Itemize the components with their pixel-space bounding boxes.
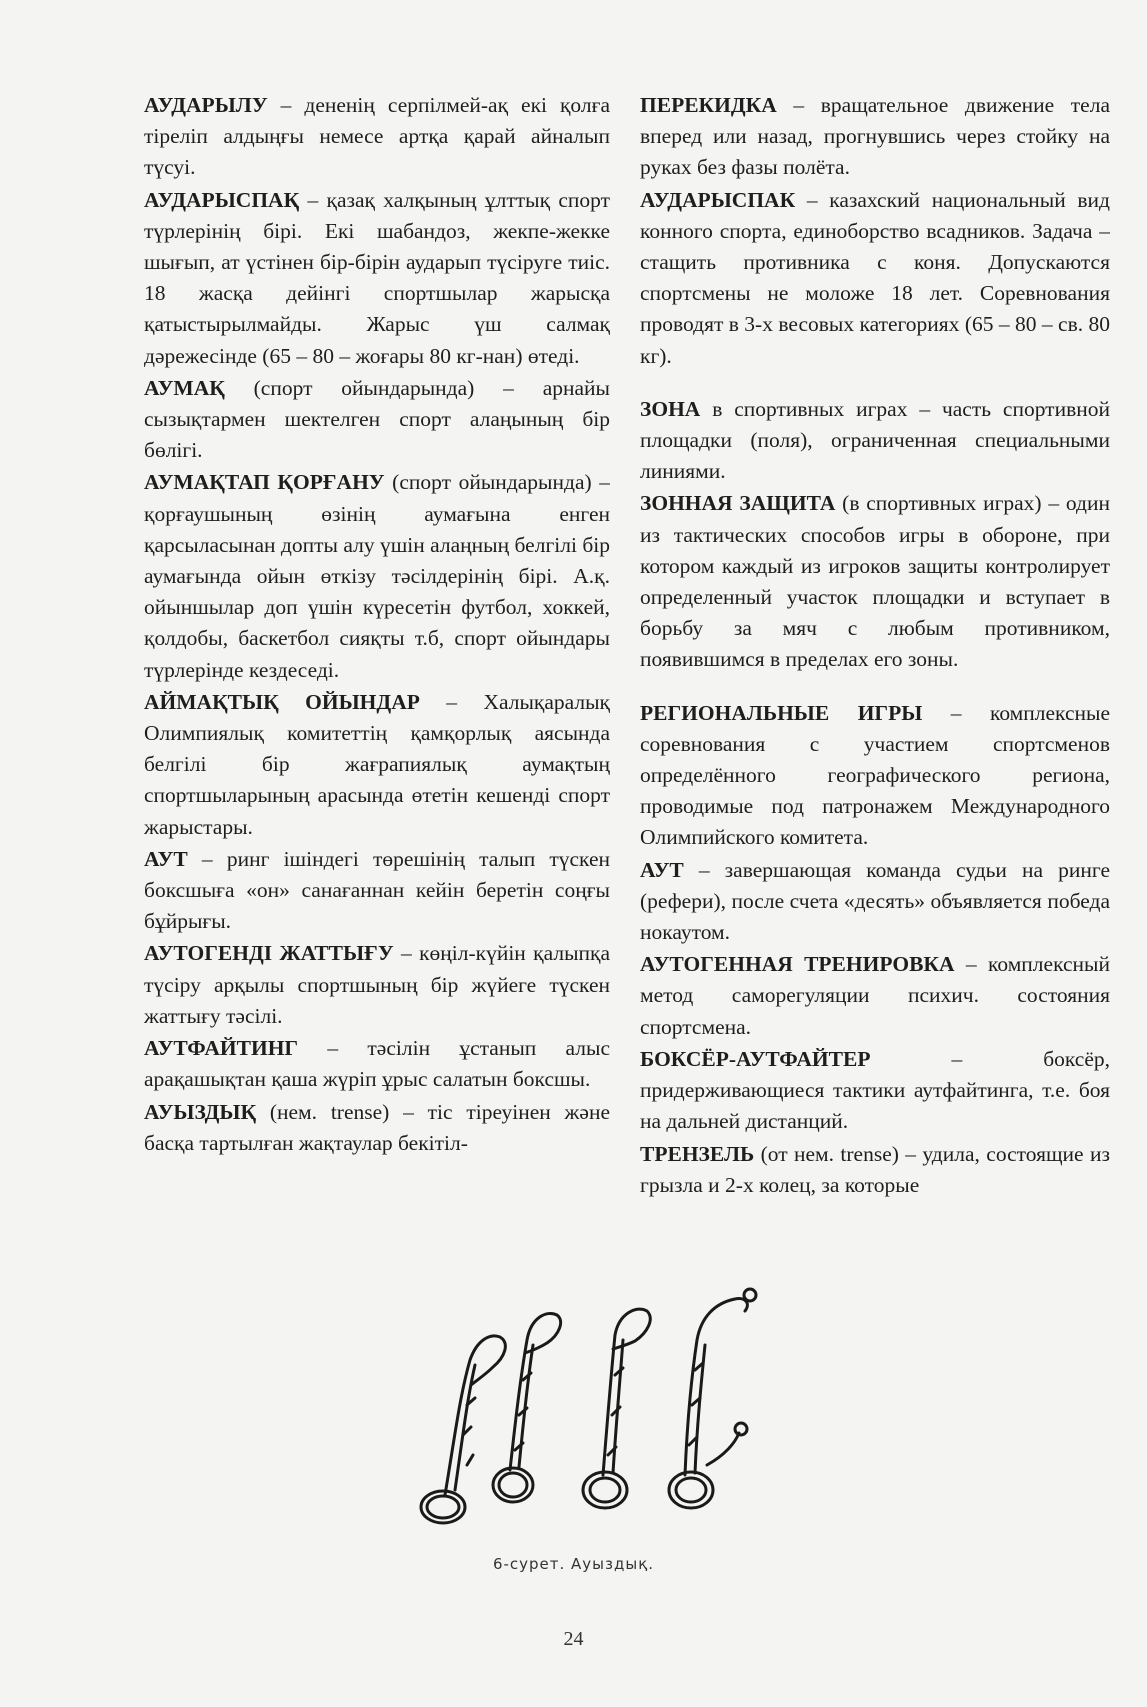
entry-definition: – комплексные соревнования с участием спортсменов определённого географического региона, проводимые под патронажем Международного Олимпийского комитета. xyxy=(640,700,1110,850)
entry-term: АУЫЗДЫҚ xyxy=(144,1099,257,1124)
entry-definition: (спорт ойындарында) – арнайы сызықтармен шектелген спорт алаңының бір бөлігі. xyxy=(144,375,610,463)
dictionary-entry xyxy=(640,185,1110,372)
snaffle-bits-illustration xyxy=(415,1285,835,1545)
entry-term: ПЕРЕКИДКА xyxy=(640,93,777,117)
dictionary-entry xyxy=(144,185,610,372)
entry-definition: – завершающая команда судьи на ринге (рефери), после счета «десять» объявляется победа нокаутом. xyxy=(640,857,1110,945)
dictionary-entry xyxy=(640,1044,1110,1138)
entry-definition: – казахский национальный вид конного спорта, единоборство всадников. Задача – стащить противника с коня. Допускаются спортсмены не моложе 18 лет. Соревнования проводят в 3-х весовых категориях (65 – 80 – св. 80 кг). xyxy=(640,187,1110,368)
dictionary-entry xyxy=(640,90,1110,184)
entry-definition: – вращательное движение тела вперед или назад, прогнувшись через стойку на руках без фазы полёта. xyxy=(640,93,1110,180)
entry-term: ЗОНА xyxy=(640,396,701,421)
left-column-kazakh xyxy=(144,90,610,1250)
entry-definition: – қазақ халқының ұлттық спорт түрлерінің бірі. Екі шабандоз, жекпе-жекке шығып, ат үстінен бір-бірін аударып түсіруге тиіс. 18 жасқа дейінгі спортшылар жарысқа қатыстырылмайды. Жарыс үш салмақ дәрежесінде (65 – 80 – жоғары 80 кг-нан) өтеді. xyxy=(144,187,610,368)
entry-definition: – комплексный метод саморегуляции психич. состояния спортсмена. xyxy=(640,952,1110,1039)
entry-definition: – тәсілін ұстанып алыс арақашықтан қаша жүріп ұрыс салатын боксшы. xyxy=(144,1036,610,1092)
entry-definition: (в спортивных играх) – один из тактических способов игры в обороне, при котором каждый из игроков защиты контролирует определенный участок площадки и вступает в борьбу за мяч с любым противником, появившимся в пределах его зоны. xyxy=(640,491,1110,672)
right-column-russian xyxy=(640,90,1110,1250)
dictionary-entry xyxy=(640,394,1110,488)
dictionary-entry xyxy=(640,855,1110,949)
entry-term: АУМАҚ xyxy=(144,375,225,400)
figure-caption: 6-сурет. Ауыздық. xyxy=(492,1555,655,1573)
dictionary-entry xyxy=(144,1097,610,1159)
snaffle-bit-4 xyxy=(669,1289,756,1508)
dictionary-entry xyxy=(640,1139,1110,1201)
entry-term: РЕГИОНАЛЬНЫЕ ИГРЫ xyxy=(640,700,923,725)
entry-term: АУМАҚТАП ҚОРҒАНУ xyxy=(144,470,385,495)
entry-term: БОКСЁР-АУТФАЙТЕР xyxy=(640,1046,871,1071)
dictionary-entry xyxy=(640,698,1110,854)
entry-definition: – көңіл-күйін қалыпқа түсіру арқылы спортшының бір жүйеге түскен жаттығу тәсілі. xyxy=(144,941,610,1028)
entry-term: ТРЕНЗЕЛЬ xyxy=(640,1141,755,1166)
entry-term: АУДАРЫЛУ xyxy=(144,93,268,117)
dictionary-entry xyxy=(144,938,610,1032)
snaffle-bit-1 xyxy=(421,1336,505,1523)
page-number: 24 xyxy=(563,1628,584,1650)
entry-term: АУТ xyxy=(144,846,188,871)
dictionary-entry xyxy=(640,488,1110,675)
entry-definition: в спортивных играх – часть спортивной площадки (поля), ограниченная специальными линиями. xyxy=(640,396,1110,484)
entry-term: АУТ xyxy=(640,857,684,882)
entry-definition: (спорт ойындарында) – қорғаушының өзінің аумағына енген қарсыласынан допты алу үшін алаңның белгілі бір аумағында ойын өткізу тәсілдерінің бірі. А.қ. ойыншылар доп үшін күресетін футбол, хоккей, қолдобы, баскетбол сияқты т.б, спорт ойындары түрлерінде кездеседі. xyxy=(144,470,610,682)
entry-term: АУДАРЫСПАК xyxy=(640,187,796,212)
entry-term: АЙМАҚТЫҚ ОЙЫНДАР xyxy=(144,689,420,714)
dictionary-entry xyxy=(640,949,1110,1043)
entry-term: АУТОГЕНДІ ЖАТТЫҒУ xyxy=(144,941,394,966)
entry-definition: – боксёр, придерживающиеся тактики аутфайтинга, т.е. боя на дальней дистанций. xyxy=(640,1046,1110,1134)
entry-definition: – ринг ішіндегі төрешінің талып түскен боксшыға «он» санағаннан кейін беретін соңғы бұйрығы. xyxy=(144,846,610,934)
dictionary-entry xyxy=(144,1033,610,1095)
dictionary-entry xyxy=(144,373,610,467)
snaffle-bit-3 xyxy=(583,1309,650,1508)
entry-definition: – Халықаралық Олимпиялық комитеттің қамқорлық аясында белгілі бір жағрапиялық аумақтың спортшыларының арасында өтетін кешенді спорт жарыстары. xyxy=(144,689,610,839)
dictionary-entry xyxy=(144,467,610,685)
entry-term: ЗОННАЯ ЗАЩИТА xyxy=(640,491,836,516)
dictionary-entry xyxy=(144,687,610,843)
entry-term: АУДАРЫСПАҚ xyxy=(144,187,300,212)
entry-definition: (нем. trense) – тіс тіреуінен және басқа тартылған жақтаулар бекітіл- xyxy=(144,1099,610,1155)
entry-definition: – дененің серпілмей-ақ екі қолға тіреліп алдыңғы немесе артқа қарай айналып түсуі. xyxy=(144,93,610,180)
entry-definition: (от нем. trense) – удила, состоящие из грызла и 2-х колец, за которые xyxy=(640,1141,1110,1197)
dictionary-entry xyxy=(144,90,610,184)
dictionary-entry xyxy=(144,844,610,938)
entry-term: АУТФАЙТИНГ xyxy=(144,1036,299,1061)
entry-term: АУТОГЕННАЯ ТРЕНИРОВКА xyxy=(640,952,955,977)
